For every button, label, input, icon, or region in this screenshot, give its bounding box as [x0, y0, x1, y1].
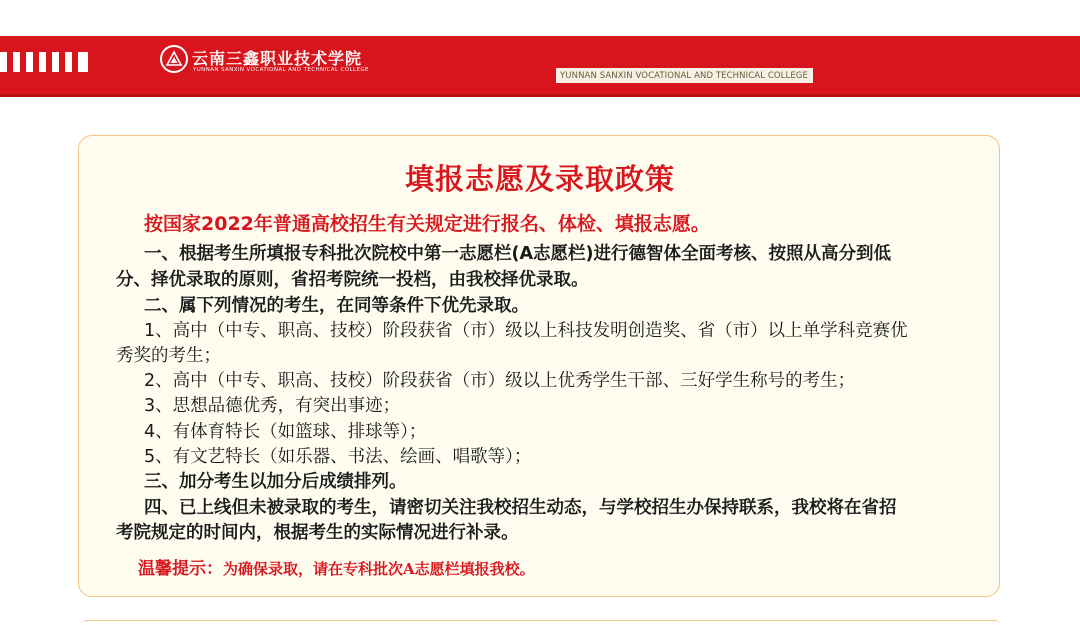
policy-line: 考院规定的时间内，根据考生的实际情况进行补录。 [116, 523, 519, 543]
warm-tip [138, 554, 535, 579]
policy-line: 1、高中（中专、职高、技校）阶段获省（市）级以上科技发明创造奖、省（市）以上单学科竞赛优 [144, 321, 908, 341]
school-name-cn: 云南三鑫职业技术学院 [192, 49, 363, 68]
page-title: 填报志愿及录取政策 [404, 162, 675, 196]
warm-tip-label: 温馨提示： [138, 559, 223, 579]
policy-line: 四、已上线但未被录取的考生，请密切关注我校招生动态，与学校招生办保持联系，我校将在省招 [144, 498, 897, 518]
header-banner-edge [0, 94, 1080, 97]
policy-line: 5、有文艺特长（如乐器、书法、绘画、唱歌等）； [144, 447, 532, 467]
school-emblem-icon [160, 45, 188, 73]
policy-line: 4、有体育特长（如篮球、排球等）； [144, 422, 427, 442]
policy-line: 分、择优录取的原则，省招考院统一投档，由我校择优录取。 [116, 270, 589, 290]
policy-line: 一、根据考生所填报专科批次院校中第一志愿栏(A志愿栏)进行德智体全面考核、按照从高分到低 [144, 244, 892, 264]
policy-intro: 按国家2022年普通高校招生有关规定进行报名、体检、填报志愿。 [144, 213, 710, 235]
header-stripes-decoration [0, 52, 88, 72]
policy-line: 秀奖的考生； [116, 346, 221, 366]
policy-line: 3、思想品德优秀，有突出事迹； [144, 396, 401, 416]
policy-line: 2、高中（中专、职高、技校）阶段获省（市）级以上优秀学生干部、三好学生称号的考生； [144, 371, 856, 391]
warm-tip-text: 为确保录取，请在专科批次A志愿栏填报我校。 [223, 560, 535, 578]
school-name-tag: YUNNAN SANXIN VOCATIONAL AND TECHNICAL COLLEGE [556, 68, 813, 83]
next-card-edge [82, 620, 1000, 625]
policy-line: 三、加分考生以加分后成绩排列。 [144, 472, 407, 492]
school-name-en: YUNNAN SANXIN VOCATIONAL AND TECHNICAL COLLEGE [193, 67, 369, 73]
policy-line: 二、属下列情况的考生，在同等条件下优先录取。 [144, 296, 529, 316]
